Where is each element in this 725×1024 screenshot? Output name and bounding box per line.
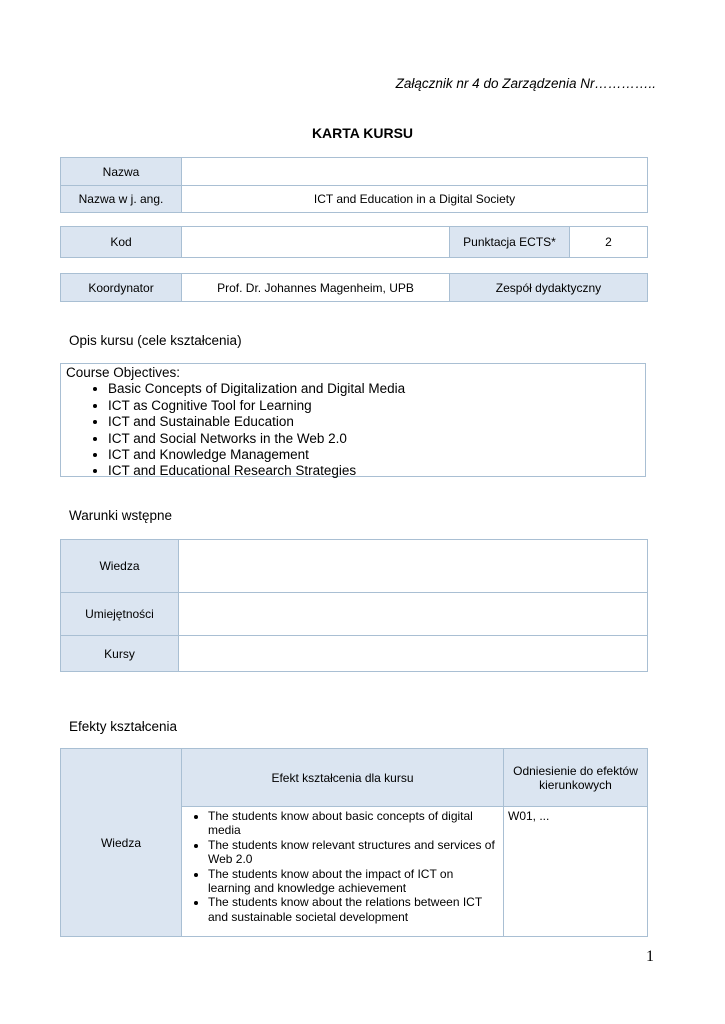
courses-label: Kursy bbox=[61, 636, 179, 672]
effect-list bbox=[188, 809, 499, 924]
objective-item: • ICT and Knowledge Management bbox=[108, 447, 645, 463]
page-number: 1 bbox=[646, 948, 654, 965]
objective-item: • ICT and Sustainable Education bbox=[108, 414, 645, 430]
team-label: Zespół dydaktyczny bbox=[450, 274, 648, 302]
name-value bbox=[182, 158, 648, 186]
reference-value: W01, ... bbox=[504, 807, 648, 937]
name-en-value: ICT and Education in a Digital Society bbox=[182, 186, 648, 213]
skills-value bbox=[179, 593, 648, 636]
coordinator-label: Koordynator bbox=[61, 274, 182, 302]
objectives-list bbox=[66, 381, 645, 479]
reference-column-header: Odniesienie do efektów kierunkowych bbox=[504, 749, 648, 807]
objectives-intro: Course Objectives: bbox=[66, 365, 181, 380]
name-en-label: Nazwa w j. ang. bbox=[61, 186, 182, 213]
prerequisites-table bbox=[60, 539, 648, 672]
outcomes-row-label: Wiedza bbox=[61, 749, 182, 937]
outcomes-table bbox=[60, 748, 648, 937]
name-label: Nazwa bbox=[61, 158, 182, 186]
objective-item: • Basic Concepts of Digitalization and Digital Media bbox=[108, 381, 645, 397]
effect-item: • The students know about the impact of ICT on learning and knowledge achievement bbox=[208, 867, 499, 896]
effect-cell bbox=[182, 807, 504, 937]
ects-value: 2 bbox=[570, 227, 648, 258]
code-label: Kod bbox=[61, 227, 182, 258]
objective-item: • ICT as Cognitive Tool for Learning bbox=[108, 398, 645, 414]
effect-item: • The students know relevant structures and services of Web 2.0 bbox=[208, 838, 499, 867]
objective-item: • ICT and Social Networks in the Web 2.0 bbox=[108, 431, 645, 447]
knowledge-value bbox=[179, 540, 648, 593]
course-code-table bbox=[60, 226, 648, 258]
prerequisites-heading: Warunki wstępne bbox=[69, 508, 173, 523]
skills-label: Umiejętności bbox=[61, 593, 179, 636]
annex-reference: Załącznik nr 4 do Zarządzenia Nr………….. bbox=[395, 76, 656, 91]
ects-label: Punktacja ECTS* bbox=[450, 227, 570, 258]
effect-column-header: Efekt kształcenia dla kursu bbox=[182, 749, 504, 807]
code-value bbox=[182, 227, 450, 258]
course-objectives-box bbox=[60, 363, 646, 477]
coordinator-table bbox=[60, 273, 648, 302]
outcomes-heading: Efekty kształcenia bbox=[69, 719, 178, 734]
courses-value bbox=[179, 636, 648, 672]
coordinator-value: Prof. Dr. Johannes Magenheim, UPB bbox=[182, 274, 450, 302]
knowledge-label: Wiedza bbox=[61, 540, 179, 593]
objective-item: • ICT and Educational Research Strategies bbox=[108, 463, 645, 479]
page-title: KARTA KURSU bbox=[311, 125, 414, 141]
effect-item: • The students know about basic concepts of digital media bbox=[208, 809, 499, 838]
description-heading: Opis kursu (cele kształcenia) bbox=[69, 333, 242, 348]
course-name-table bbox=[60, 157, 648, 213]
effect-item: • The students know about the relations between ICT and sustainable societal development bbox=[208, 895, 499, 924]
